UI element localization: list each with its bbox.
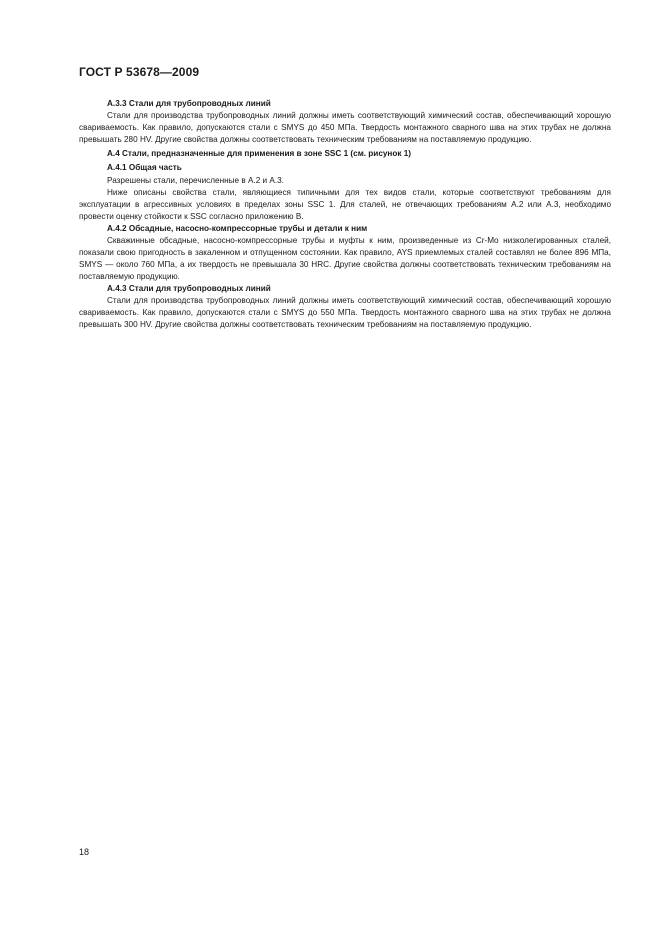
section-a41-paragraph-1: Разрешены стали, перечисленные в А.2 и А.3. [107, 176, 284, 185]
section-a42-heading: А.4.2 Обсадные, насосно-компрессорные трубы и детали к ним [107, 224, 368, 233]
section-a4-heading: А.4 Стали, предназначенные для применения в зоне SSC 1 (см. рисунок 1) [107, 149, 412, 158]
section-a43-heading: А.4.3 Стали для трубопроводных линий [107, 284, 271, 293]
document-body [79, 98, 611, 331]
section-a41-paragraph-2: Ниже описаны свойства стали, являющиеся типичными для тех видов стали, которые соответствуют требованиям для эксплуатации в агрессивных условиях в пределах зоны SSC 1. Для сталей, не отвечающих требованиям А.2 или А.3, необходимо провести оценку стойкости к SSC согласно приложению В. [79, 188, 611, 221]
section-a43-paragraph: Стали для производства трубопроводных линий должны иметь соответствующий химический состав, обеспечивающий хорошую свариваемость. Как правило, допускаются стали с SMYS до 550 МПа. Твердость монтажного сварного шва на этих трубах не должна превышать 300 HV. Другие свойства должны соответствовать техническим требованиям на поставляемую продукцию. [79, 296, 611, 329]
section-a33-heading: А.3.3 Стали для трубопроводных линий [107, 99, 271, 108]
section-a42-paragraph: Скважинные обсадные, насосно-компрессорные трубы и муфты к ним, произведенные из Cr-Mo низколегированных сталей, показали свою пригодность в закаленном и отпущенном состоянии. Как правило, AYS приемлемых сталей составлял не более 896 МПа, SMYS — около 760 МПа, а их твердость не превышала 30 HRC. Другие свойства должны соответствовать техническим требованиям на поставляемую продукцию. [79, 236, 611, 281]
page-number: 18 [79, 847, 90, 857]
section-a33-paragraph: Стали для производства трубопроводных линий должны иметь соответствующий химический состав, обеспечивающий хорошую свариваемость. Как правило, допускаются стали с SMYS до 450 МПа. Твердость монтажного сварного шва на этих трубах не должна превышать 280 HV. Другие свойства должны соответствовать техническим требованиям на поставляемую продукцию. [79, 111, 611, 144]
section-a41-heading: А.4.1 Общая часть [107, 163, 182, 172]
document-header-standard-code: ГОСТ Р 53678—2009 [79, 65, 200, 79]
